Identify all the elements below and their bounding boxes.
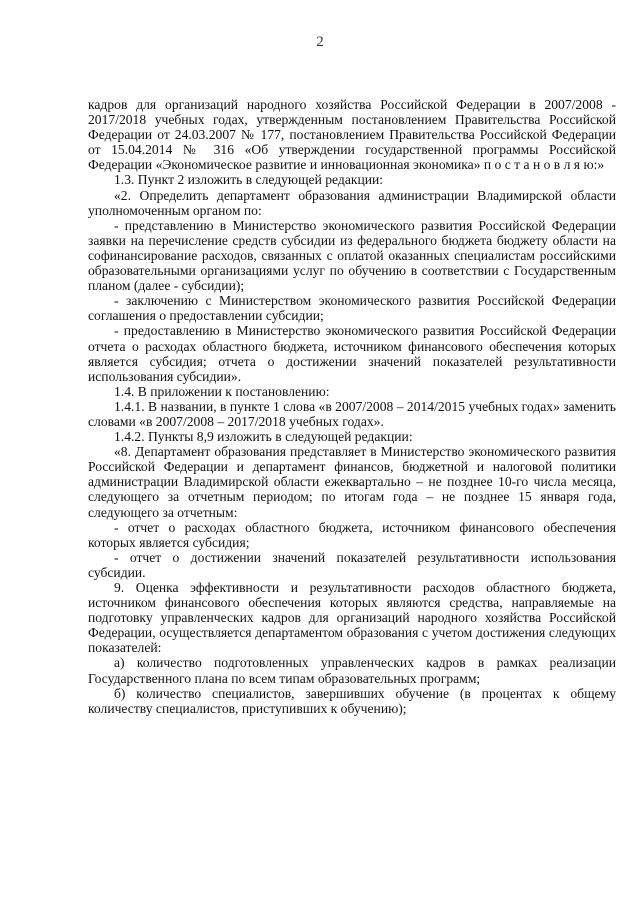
list-item-a: а) количество подготовленных управленческих кадров в рамках реализации Государственного плана по всем типам образовательных программ; [88, 655, 616, 686]
list-item-agreement: - заключению с Министерством экономического развития Российской Федерации соглашения о предоставлении субсидии; [88, 293, 616, 324]
paragraph-1-4-1: 1.4.1. В названии, в пункте 1 слова «в 2007/2008 – 2014/2015 учебных годах» заменить словами «в 2007/2008 – 2017/2018 учебных годах». [88, 398, 616, 429]
document-body [88, 97, 616, 716]
list-item-b: б) количество специалистов, завершивших обучение (в процентах к общему количеству специалистов, приступивших к обучению); [88, 685, 616, 716]
paragraph-intro-continuation: кадров для организаций народного хозяйства Российской Федерации в 2007/2008 - 2017/2018 учебных годах, утвержденным постановлением Правительства Российской Федерации от 24.03.2007 № 177, постановлением Правительства Российской Федерации от 15.04.2014 № 316 «Об утверждении государственной программы Российской Федерации «Экономическое развитие и инновационная экономика» п о с т а н о в л я ю:» [88, 97, 616, 173]
paragraph-point-8: «8. Департамент образования представляет в Министерство экономического развития Российской Федерации и департамент финансов, бюджетной и налоговой политики администрации Владимирской области ежеквартально – не позднее 10-го числа месяца, следующего за отчетным периодом; по итогам года – не позднее 15 января года, следующего за отчетным: [88, 444, 616, 520]
paragraph-point-2: «2. Определить департамент образования администрации Владимирской области уполномоченным органом по: [88, 187, 616, 218]
paragraph-point-9: 9. Оценка эффективности и результативности расходов областного бюджета, источником финансового обеспечения которых являются средства, направляемые на подготовку управленческих кадров для организаций народного хозяйства Российской Федерации, осуществляется департаментом образования с учетом достижения следующих показателей: [88, 580, 616, 656]
list-item-expense-report: - отчет о расходах областного бюджета, источником финансового обеспечения которых является субсидия; [88, 519, 616, 550]
page-number: 2 [316, 34, 324, 50]
list-item-report: - предоставлению в Министерство экономического развития Российской Федерации отчета о расходах областного бюджета, источником финансового обеспечения которых является субсидия; отчета о достижении значений показателей результативности использования субсидии». [88, 323, 616, 384]
paragraph-1-4-2: 1.4.2. Пункты 8,9 изложить в следующей редакции: [114, 429, 413, 445]
paragraph-1-4: 1.4. В приложении к постановлению: [114, 383, 330, 399]
paragraph-1-3: 1.3. Пункт 2 изложить в следующей редакции: [114, 172, 384, 188]
list-item-indicators-report: - отчет о достижении значений показателей результативности использования субсидии. [88, 549, 616, 580]
list-item-application: - представлению в Министерство экономического развития Российской Федерации заявки на перечисление средств субсидии из федерального бюджета бюджету области на софинансирование расходов, связанных с оплатой оказанных специалистам российскими образовательными организациями услуг по обучению в соответствии с Государственным планом (далее - субсидии); [88, 217, 616, 294]
